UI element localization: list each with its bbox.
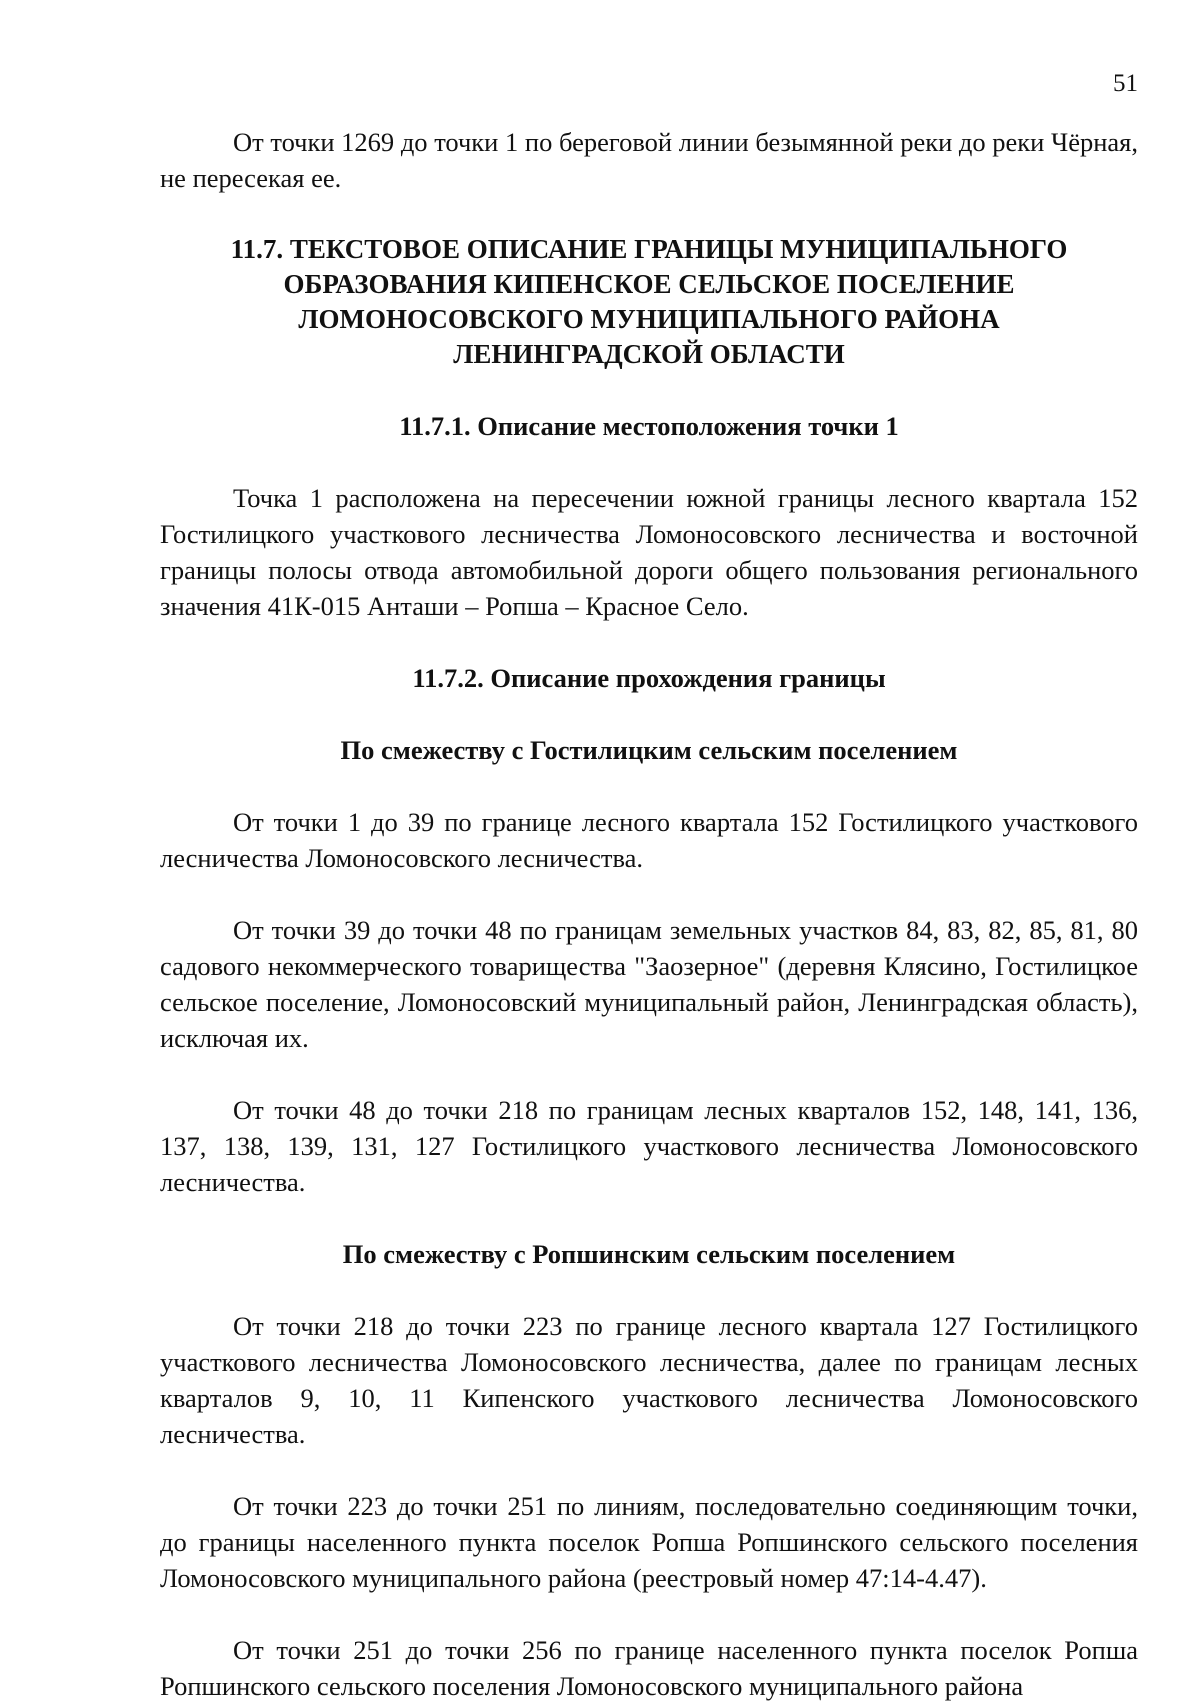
boundary-paragraph: От точки 48 до точки 218 по границам лесных кварталов 152, 148, 141, 136, 137, 138, 139, 131, 127 Гостилицкого участкового лесничества Ломоносовского лесничества. (160, 1095, 1138, 1197)
page-number: 51 (1113, 70, 1138, 97)
location-paragraph: Точка 1 расположена на пересечении южной границы лесного квартала 152 Гостилицкого участкового лесничества Ломоносовского лесничества и восточной границы полосы отвода автомобильной дороги общего пользования регионального значения 41К-015 Анташи – Ропша – Красное Село. (160, 483, 1138, 621)
intro-paragraph: От точки 1269 до точки 1 по береговой линии безымянной реки до реки Чёрная, не пересекая ее. (160, 127, 1138, 193)
boundary-paragraph: От точки 218 до точки 223 по границе лесного квартала 127 Гостилицкого участкового лесничества Ломоносовского лесничества, далее по границам лесных кварталов 9, 10, 11 Кипенского участкового лесничества Ломоносовского лесничества. (160, 1311, 1138, 1449)
group-heading-ropsha: По смежеству с Ропшинским сельским поселением (342, 1239, 956, 1269)
section-title: 11.7. ТЕКСТОВОЕ ОПИСАНИЕ ГРАНИЦЫ МУНИЦИПАЛЬНОГО ОБРАЗОВАНИЯ КИПЕНСКОЕ СЕЛЬСКОЕ ПОСЕЛЕНИЕ ЛОМОНОСОВСКОГО МУНИЦИПАЛЬНОГО РАЙОНА ЛЕНИНГРАДСКОЙ ОБЛАСТИ (230, 234, 1068, 369)
boundary-paragraph: От точки 251 до точки 256 по границе населенного пункта поселок Ропша Ропшинского сельского поселения Ломоносовского муниципального района (160, 1635, 1138, 1701)
boundary-paragraph: От точки 1 до 39 по границе лесного квартала 152 Гостилицкого участкового лесничества Ломоносовского лесничества. (160, 807, 1138, 873)
page-content (160, 124, 1138, 1704)
subsection-2-title: 11.7.2. Описание прохождения границы (412, 663, 886, 693)
group-heading-gostilitsy: По смежеству с Гостилицким сельским поселением (340, 735, 958, 765)
boundary-paragraph: От точки 223 до точки 251 по линиям, последовательно соединяющим точки, до границы населенного пункта поселок Ропша Ропшинского сельского поселения Ломоносовского муниципального района (реестровый номер 47:14-4.47). (160, 1491, 1138, 1593)
boundary-paragraph: От точки 39 до точки 48 по границам земельных участков 84, 83, 82, 85, 81, 80 садового некоммерческого товарищества "Заозерное" (деревня Клясино, Гостилицкое сельское поселение, Ломоносовский муниципальный район, Ленинградская область), исключая их. (160, 915, 1138, 1053)
subsection-1-title: 11.7.1. Описание местоположения точки 1 (399, 411, 899, 441)
